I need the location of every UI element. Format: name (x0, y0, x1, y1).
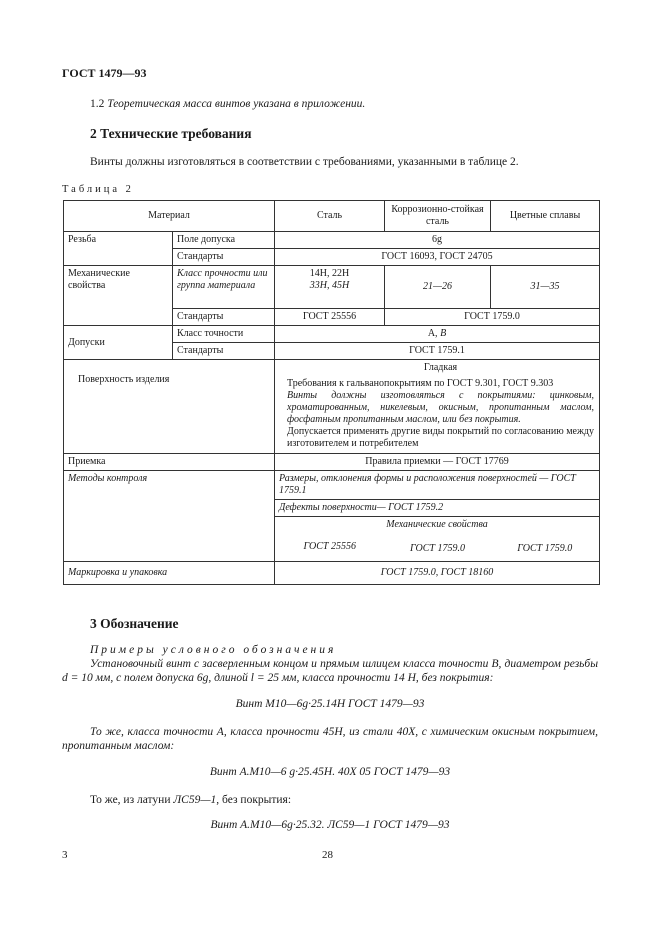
thread-standards-value: ГОСТ 16093, ГОСТ 24705 (275, 249, 600, 266)
row-tolerances-label: Допуски (64, 326, 173, 360)
mech-standards-steel: ГОСТ 25556 (275, 309, 385, 326)
acceptance-value: Правила приемки — ГОСТ 17769 (275, 454, 600, 471)
head-corrosion-resistant: Коррозионно-стойкая сталь (385, 201, 491, 232)
example1-text: Установочный винт с засверленным концом и прямым шлицем класса точности В, диаметром резьбы d = 10 мм, с полем допуска 6g, длиной l = 25 мм, класса прочности 14 Н, без покрытия: (62, 658, 598, 684)
surface-other-coatings: Допускается применять другие виды покрытий по согласованию между изготовителем и потребителем (287, 426, 594, 449)
example2-text: То же, класса точности А, класса прочности 45Н, из стали 40Х, с химическим окисным покрытием, пропитанным маслом: (62, 726, 598, 752)
row-mechanical-label: Механические свойства (64, 266, 173, 326)
tol-class-value (275, 326, 600, 343)
mech-class-label: Класс прочности или группа материала (173, 266, 275, 309)
intro-number: 1.2 (90, 98, 105, 110)
surface-coatings: Винты должны изготовляться с покрытиями: цинковым, хроматированным, никелевым, окисным, пропитанным маслом, фосфатным пропитанным маслом, или без покрытия. (287, 390, 594, 425)
methods-steel-std: ГОСТ 25556 (275, 533, 385, 562)
example3-text (90, 793, 291, 807)
head-steel: Сталь (275, 201, 385, 232)
thread-tolerance-value: 6g (275, 232, 600, 249)
table-caption: Таблица 2 (62, 184, 134, 195)
thread-standards-label: Стандарты (173, 249, 275, 266)
document-code: ГОСТ 1479—93 (62, 66, 147, 80)
mech-steel-classes-2: 33H, 45H (309, 280, 350, 291)
surface-smooth: Гладкая (423, 362, 458, 373)
footer-left-number: 3 (62, 849, 68, 861)
example3-text-b: ЛС59—1 (173, 794, 217, 806)
mech-standards-label: Стандарты (173, 309, 275, 326)
methods-surface-defects: Дефекты поверхности— ГОСТ 1759.2 (275, 500, 600, 517)
methods-nonferrous-std: ГОСТ 1759.0 (491, 533, 600, 562)
section2-text: Винты должны изготовляться в соответствии с требованиями, указанными в таблице 2. (90, 156, 519, 168)
example3-text-a: То же, из латуни (90, 794, 174, 806)
row-thread-label: Резьба (64, 232, 173, 266)
examples-title: Примеры условного обозначения (90, 644, 337, 656)
head-material: Материал (64, 201, 275, 232)
methods-mech-properties: Механические свойства (275, 517, 600, 534)
surface-galvanic: Требования к гальванопокрытиям по ГОСТ 9.301, ГОСТ 9.303 (287, 378, 554, 389)
mech-standards-other: ГОСТ 1759.0 (385, 309, 600, 326)
section3-title: 3 Обозначение (90, 616, 179, 631)
example1-code: Винт М10—6g·25.14H ГОСТ 1479—93 (235, 698, 425, 710)
thread-tolerance-label: Поле допуска (173, 232, 275, 249)
mech-steel-classes (275, 266, 385, 309)
methods-dimensions: Размеры, отклонения формы и расположения поверхностей — ГОСТ 1759.1 (275, 471, 600, 500)
requirements-table (63, 200, 600, 585)
mech-nonferrous-classes: 31—35 (491, 266, 600, 309)
tol-standards-value: ГОСТ 1759.1 (275, 343, 600, 360)
row-acceptance-label: Приемка (64, 454, 275, 471)
tol-class-label: Класс точности (173, 326, 275, 343)
example3-text-c: , без покрытия: (216, 794, 292, 806)
mech-corrosion-classes: 21—26 (385, 266, 491, 309)
surface-content (275, 360, 600, 454)
example2-code: Винт А.М10—6 g·25.45Н. 40Х 05 ГОСТ 1479—93 (209, 766, 451, 778)
page-number: 28 (322, 849, 333, 861)
tol-class-b: В (440, 328, 447, 339)
row-marking-label: Маркировка и упаковка (64, 562, 275, 585)
row-methods-label: Методы контроля (64, 471, 275, 562)
row-surface-label: Поверхность изделия (64, 360, 275, 454)
section2-title: 2 Технические требования (90, 126, 252, 141)
intro-paragraph (90, 97, 365, 111)
head-nonferrous: Цветные сплавы (491, 201, 600, 232)
tol-class-a: А, (427, 328, 438, 339)
intro-text: Теоретическая масса винтов указана в приложении. (107, 98, 366, 110)
methods-corrosion-std: ГОСТ 1759.0 (385, 533, 491, 562)
tol-standards-label: Стандарты (173, 343, 275, 360)
example3-code: Винт А.М10—6g·25.32. ЛС59—1 ГОСТ 1479—93 (210, 819, 450, 831)
marking-value: ГОСТ 1759.0, ГОСТ 18160 (275, 562, 600, 585)
mech-steel-classes-1: 14H, 22H (309, 268, 350, 279)
